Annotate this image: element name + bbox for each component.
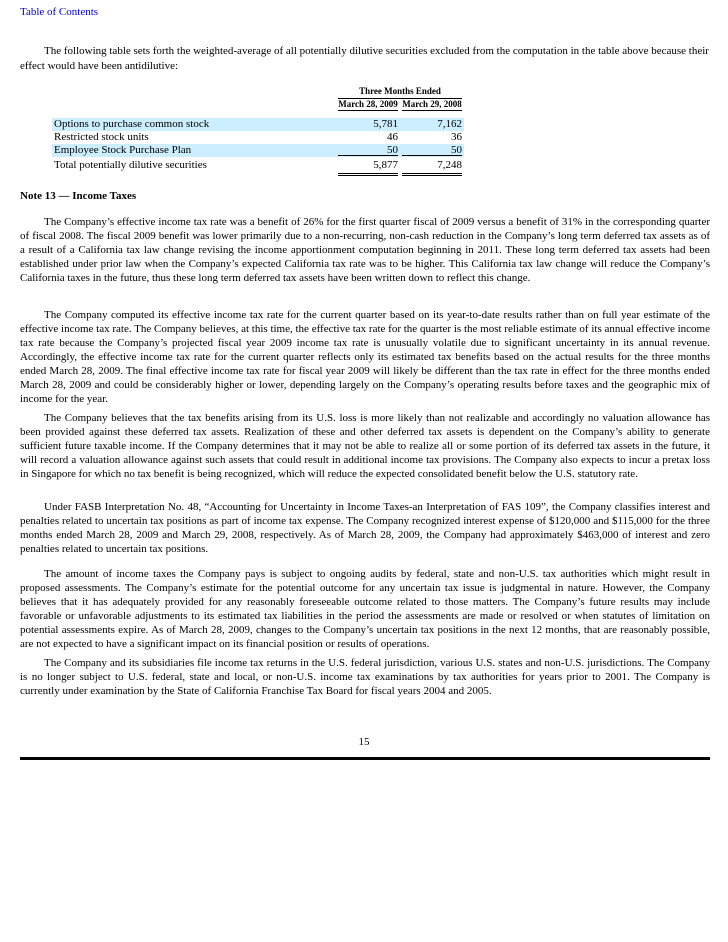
subtotal-rule [402, 155, 462, 156]
table-col-header-2008: March 29, 2008 [402, 99, 462, 109]
row-value-2009: 50 [387, 144, 398, 156]
row-value-2008: 7,162 [437, 118, 462, 130]
row-label: Employee Stock Purchase Plan [54, 144, 192, 156]
paragraph-tax-rate: The Company’s effective income tax rate was a benefit of 26% for the first quarter fiscal of 2009 versus a benefit of 31% in the corresponding quarter of fiscal 2008. The fiscal 2009 benefit was lower primarily due to a non-recurring, non-cash reduction in the Company’s long term deferred tax assets as of a result of a California tax law change revising the income apportionment computation beginning in 2011. These long term deferred tax assets had been established under prior law when the Company’s expected California tax rate was to be higher. This California tax law change will reduce the Company’s California taxes in the future, thus these long term deferred tax assets have been written down to reflect this change. [20, 216, 710, 284]
paragraph-fin48: Under FASB Interpretation No. 48, “Accounting for Uncertainty in Income Taxes-an Interpretation of FAS 109”, the Company classifies interest and penalties related to uncertain tax positions as part of income tax expense. The Company recognized interest expense of $120,000 and $115,000 for the three months ended March 28, 2009 and March 29, 2008, respectively. As of March 28, 2009, the Company had approximately $463,000 of interest and zero penalties related to uncertain tax positions. [20, 501, 710, 555]
intro-paragraph: The following table sets forth the weighted-average of all potentially dilutive securities excluded from the computation in the table above because their effect would have been antidilutive: [20, 45, 709, 72]
row-label: Total potentially dilutive securities [54, 159, 207, 171]
table-row [52, 118, 464, 131]
table-group-header: Three Months Ended [338, 86, 462, 99]
row-value-2008: 7,248 [437, 159, 462, 171]
row-label: Options to purchase common stock [54, 118, 210, 130]
row-label: Restricted stock units [54, 131, 149, 143]
row-value-2008: 36 [451, 131, 462, 143]
row-value-2009: 5,877 [373, 159, 398, 171]
total-double-rule [338, 173, 398, 176]
table-row [52, 131, 464, 144]
table-row [52, 144, 464, 157]
table-of-contents-link[interactable]: Table of Contents [20, 6, 99, 18]
row-value-2009: 46 [387, 131, 398, 143]
table-col-header-2009: March 28, 2009 [338, 99, 398, 109]
row-value-2008: 50 [451, 144, 462, 156]
page-bottom-rule [20, 757, 710, 760]
paragraph-valuation: The Company believes that the tax benefits arising from its U.S. loss is more likely than not realizable and accordingly no valuation allowance has been provided against these deferred tax assets. Realization of these and other deferred tax assets is dependent on the Company’s ability to generate sufficient future taxable income. If the Company determines that it may not be able to realize all or some portion of its deferred tax assets in the future, it will record a valuation allowance against such assets that could result in additional income tax provisions. The Company also expects to incur a pretax loss in Singapore for which no tax benefit is being recognized, which will reduce the expected consolidated benefit below the U.S. statutory rate. [20, 412, 710, 480]
note-title: Note 13 — Income Taxes [20, 190, 137, 202]
total-double-rule [402, 173, 462, 176]
page-number: 15 [358, 736, 370, 748]
paragraph-effective-rate: The Company computed its effective income tax rate for the current quarter based on its year-to-date results rather than on full year estimate of the effective income tax rate. The Company believes, at this time, the effective tax rate for the quarter is the most reliable estimate of its annual effective income tax rate because the Company’s projected fiscal year 2009 income tax rate is unusually volatile due to significant uncertainty in its annual revenue. Accordingly, the effective income tax rate for the current quarter reflects only its estimated tax benefits based on the actual results for the three months ended March 28, 2009. The final effective income tax rate for fiscal year 2009 will likely be different than the tax rate in effect for the three months ended March 28, 2009 and could be considerably higher or lower, depending largely on the Company’s operating results before taxes and the geographic mix of income for the year. [20, 309, 710, 405]
row-value-2009: 5,781 [373, 118, 398, 130]
table-total-row [52, 159, 464, 172]
paragraph-jurisdictions: The Company and its subsidiaries file income tax returns in the U.S. federal jurisdiction, various U.S. states and non-U.S. jurisdictions. The Company is no longer subject to U.S. federal, state and local, or non-U.S. income tax examinations by tax authorities for years prior to 2001. The Company is currently under examination by the State of California Franchise Tax Board for fiscal years 2004 and 2005. [20, 657, 710, 697]
paragraph-audits: The amount of income taxes the Company pays is subject to ongoing audits by federal, state and non-U.S. tax authorities which might result in proposed assessments. The Company’s estimate for the potential outcome for any uncertain tax issue is judgmental in nature. However, the Company believes that it has adequately provided for any reasonably foreseeable outcome related to those matters. The Company’s future results may include favorable or unfavorable adjustments to its estimated tax liabilities in the period the assessments are made or resolved or when statutes of limitation on potential assessments expire. As of March 28, 2009, changes to the Company’s uncertain tax positions in the next 12 months, that are reasonably possible, are not expected to have a significant impact on its financial position or results of operations. [20, 568, 710, 650]
subtotal-rule [338, 155, 398, 156]
